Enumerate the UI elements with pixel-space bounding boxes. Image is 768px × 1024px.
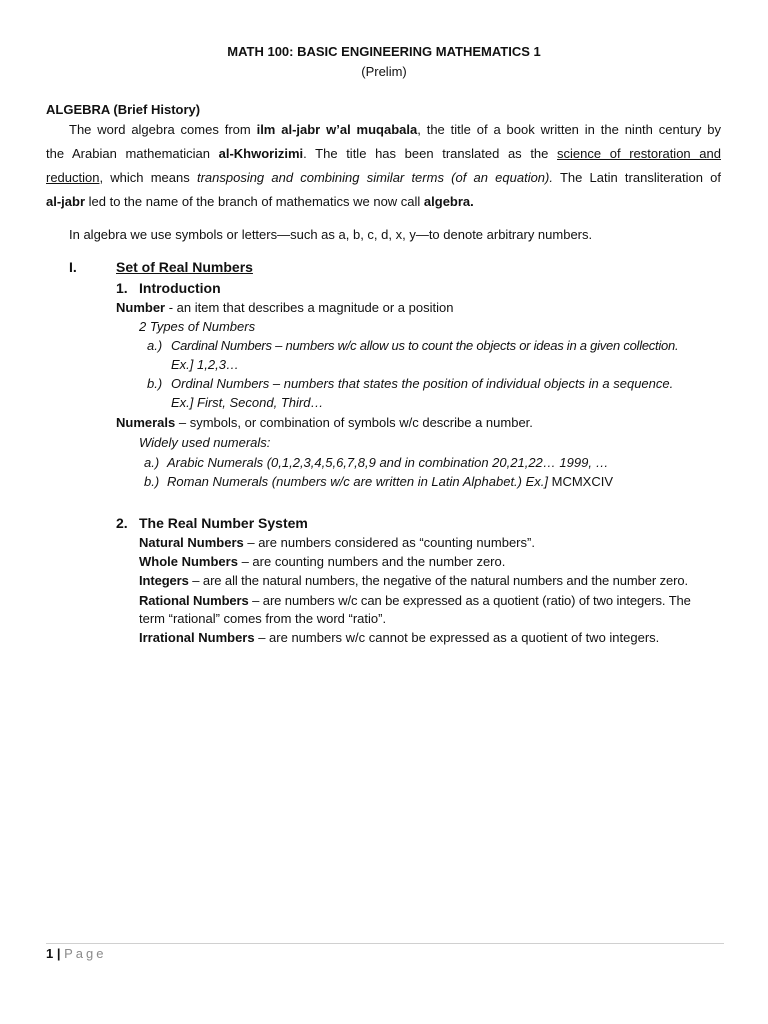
history-paragraph-line-4 xyxy=(46,194,474,210)
page-footer xyxy=(46,946,106,962)
list-item-text: Roman Numerals (numbers w/c are written in Latin Alphabet.) Ex.] xyxy=(167,474,549,489)
definition: – symbols, or combination of symbols w/c describe a number. xyxy=(175,415,533,430)
section-title: Set of Real Numbers xyxy=(116,259,253,275)
roman-numeral-example: MCMXCIV xyxy=(548,474,614,489)
history-paragraph-line-2 xyxy=(46,146,721,162)
section-numeral: I. xyxy=(69,259,77,275)
list-item xyxy=(167,474,613,490)
text-run: , which means xyxy=(99,170,197,185)
natural-numbers-definition xyxy=(139,535,535,551)
term: Integers xyxy=(139,573,189,588)
integers-definition xyxy=(139,573,688,589)
term: Number xyxy=(116,300,166,315)
text-run: The word algebra comes from xyxy=(69,122,257,137)
definition: – are numbers w/c can be expressed as a quotient (ratio) of two integers. The xyxy=(248,593,691,608)
term-al-jabr: al-jabr xyxy=(46,194,86,209)
term: Rational Numbers xyxy=(139,593,249,608)
numerals-heading: Widely used numerals: xyxy=(139,435,271,450)
mathematician-name: al-Khworizimi xyxy=(218,146,304,161)
text-run: led to the name of the branch of mathematics we now call xyxy=(85,194,424,209)
rational-numbers-definition-continued: term “rational” comes from the word “ratio”. xyxy=(139,611,387,626)
irrational-numbers-definition xyxy=(139,630,659,646)
rational-numbers-definition xyxy=(139,593,691,609)
text-run: The Latin transliteration of xyxy=(552,170,722,185)
definition: - an item that describes a magnitude or a position xyxy=(165,300,454,315)
history-paragraph-line-3 xyxy=(46,170,721,186)
types-heading: 2 Types of Numbers xyxy=(139,319,256,334)
definition: – are counting numbers and the number zero. xyxy=(237,554,506,569)
list-marker: b.) xyxy=(144,474,160,489)
definition: – are all the natural numbers, the negative of the natural numbers and the number zero. xyxy=(188,573,689,588)
numerals-definition xyxy=(116,415,533,431)
list-item: Cardinal Numbers – numbers w/c allow us to count the objects or ideas in a given collection. xyxy=(171,338,679,353)
definition: – are numbers considered as “counting numbers”. xyxy=(243,535,535,550)
term: Numerals xyxy=(116,415,176,430)
subsection-title: Introduction xyxy=(139,280,221,296)
subsection-title: The Real Number System xyxy=(139,515,308,531)
history-paragraph-2: In algebra we use symbols or letters—such as a, b, c, d, x, y—to denote arbitrary numbers. xyxy=(69,227,593,242)
history-paragraph-line-1 xyxy=(69,122,721,138)
book-title: ilm al-jabr w’al muqabala xyxy=(256,122,418,137)
footer-divider xyxy=(46,943,724,944)
text-run: the Arabian mathematician xyxy=(46,146,219,161)
document-subtitle: (Prelim) xyxy=(361,64,407,79)
underlined-phrase: reduction xyxy=(46,170,100,185)
document-title: MATH 100: BASIC ENGINEERING MATHEMATICS 1 xyxy=(227,44,541,59)
history-heading: ALGEBRA (Brief History) xyxy=(46,102,201,117)
text-run: , the title of a book written in the ninth century by xyxy=(417,122,721,137)
term: Irrational Numbers xyxy=(139,630,255,645)
underlined-phrase: science of restoration and xyxy=(557,146,721,161)
page-number: 1 xyxy=(46,946,54,961)
definition: – are numbers w/c cannot be expressed as a quotient of two integers. xyxy=(254,630,660,645)
page-label: Page xyxy=(64,946,107,961)
list-item: Arabic Numerals (0,1,2,3,4,5,6,7,8,9 and in combination 20,21,22… 1999, … xyxy=(167,455,609,470)
list-marker: a.) xyxy=(147,338,163,353)
list-item-example: Ex.] First, Second, Third… xyxy=(171,395,324,410)
list-item-example: Ex.] 1,2,3… xyxy=(171,357,239,372)
list-marker: b.) xyxy=(147,376,163,391)
subsection-number: 2. xyxy=(116,515,128,531)
subsection-number: 1. xyxy=(116,280,128,296)
number-definition xyxy=(116,300,453,316)
text-run: . The title has been translated as the xyxy=(303,146,558,161)
term: Natural Numbers xyxy=(139,535,244,550)
list-marker: a.) xyxy=(144,455,160,470)
italic-phrase: transposing and combining similar terms (of an equation). xyxy=(196,170,553,185)
footer-separator: | xyxy=(53,946,65,961)
term-algebra: algebra. xyxy=(423,194,474,209)
list-item: Ordinal Numbers – numbers that states the position of individual objects in a sequence. xyxy=(171,376,674,391)
term: Whole Numbers xyxy=(139,554,238,569)
whole-numbers-definition xyxy=(139,554,505,570)
